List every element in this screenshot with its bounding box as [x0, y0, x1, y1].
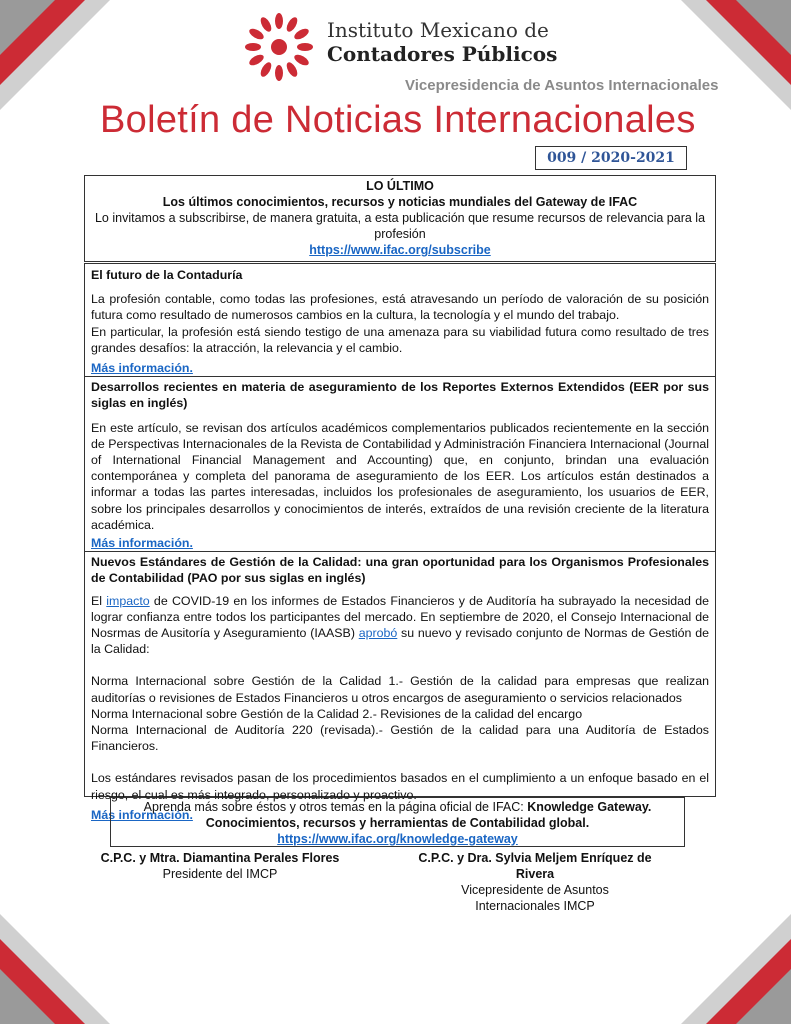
footer-bold-text: Knowledge Gateway. [527, 800, 652, 814]
intro-text: Lo invitamos a subscribirse, de manera gratuita, a esta publicación que resume recursos de relevancia para la profesión [94, 211, 706, 241]
section-title: Desarrollos recientes en materia de aseguramiento de los Reportes Externos Extendidos (EER por sus siglas en inglés) [91, 380, 709, 411]
intro-subheading: Los últimos conocimientos, recursos y noticias mundiales del Gateway de IFAC [162, 195, 638, 209]
section-3 [91, 552, 709, 823]
paragraph: En particular, la profesión está siendo testigo de una amenaza para su viabilidad futura como resultado de tres grandes desafíos: la atracción, la relevancia y el cambio. [91, 324, 709, 355]
text: El [91, 593, 107, 608]
paragraph: En este artículo, se revisan dos artículos académicos complementarios publicados recientemente en la sección de Perspectivas Internacionales de la Revista de Contabilidad y Administración Financiera Internacional (Journal of International Financial Management and Accounting) que, en conjunto, brindan una evaluación contemporánea y completa del panorama de aseguramiento de los EER. Los artículos están destinados a informar a todas las partes interesadas, incluidos los profesionales de aseguramiento, los usuarios de EER, sobre los principales desarrollos y conocimientos de interés, extraídos de una revisión creciente de la literatura académica. [91, 420, 709, 532]
signature-role: Vicepresidente de Asuntos Internacionales IMCP [461, 883, 609, 913]
section-title: Nuevos Estándares de Gestión de la Calidad: una gran oportunidad para los Organismos Profesionales de Contabilidad (PAO por sus siglas en inglés) [91, 555, 709, 586]
standard-item: Norma Internacional sobre Gestión de la Calidad 2.- Revisiones de la calidad del encargo [91, 706, 583, 721]
footer-bold-text-2: Conocimientos, recursos y herramientas de Contabilidad global. [205, 816, 590, 830]
intro-heading: LO ÚLTIMO [366, 179, 434, 193]
standard-item: Norma Internacional de Auditoría 220 (revisada).- Gestión de la calidad para una Auditoría de Estados Financieros. [91, 723, 709, 754]
signature-vicepresident [400, 850, 670, 914]
approved-link[interactable]: aprobó [358, 626, 398, 641]
vicepresidency-label: Vicepresidencia de Asuntos Internacionales [405, 77, 719, 94]
text: su nuevo y revisado conjunto de Normas de Gestión de la Calidad: [91, 626, 709, 657]
more-info-link[interactable]: Más información. [91, 361, 193, 376]
intro-box [84, 175, 716, 262]
imcp-logo-icon [240, 8, 318, 86]
more-info-link[interactable]: Más información. [91, 536, 193, 551]
corner-decoration-bottom-left [0, 914, 110, 1024]
corner-decoration-top-left [0, 0, 110, 110]
more-info-link[interactable]: Más información. [91, 807, 193, 822]
section-2 [91, 377, 709, 551]
knowledge-gateway-box [110, 797, 685, 847]
bulletin-title: Boletín de Noticias Internacionales [100, 99, 696, 141]
signature-president [100, 850, 340, 882]
signature-role: Presidente del IMCP [162, 867, 278, 881]
subscribe-link[interactable]: https://www.ifac.org/subscribe [309, 243, 491, 257]
text: de COVID-19 en los informes de Estados Financieros y de Auditoría ha subrayado la necesidad de lograr confianza entre todos los participantes del mercado. En septiembre de 2020, el Consejo Internacional de Nosrmas de Ausitoría y Aseguramiento (IAASB) [91, 593, 709, 641]
section-title: El futuro de la Contaduría [91, 268, 243, 282]
paragraph: Los estándares revisados pasan de los procedimientos basados en el cumplimiento a un enfoque basado en el riesgo, el cual es más integrado, personalizado y proactivo. [91, 771, 709, 802]
paragraph: La profesión contable, como todas las profesiones, está atravesando un período de valoración de su posición futura como resultado de numerosos cambios en la cultura, la tecnología y el mundo del trabajo. [91, 292, 709, 323]
corner-decoration-bottom-right [681, 914, 791, 1024]
paragraph [91, 593, 709, 658]
org-name-line1: Instituto Mexicano de [327, 18, 549, 42]
issue-number: 009 / 2020-2021 [535, 146, 687, 170]
org-name-line2: Contadores Públicos [327, 42, 558, 66]
section-1 [91, 267, 709, 376]
footer-text: Aprenda más sobre éstos y otros temas en la página oficial de IFAC: [143, 800, 528, 814]
standard-item: Norma Internacional sobre Gestión de la Calidad 1.- Gestión de la calidad para empresas que realizan auditorías o revisiones de Estados Financieros u otros encargos de aseguramiento o servicios relacionados [91, 674, 709, 705]
impact-link[interactable]: impacto [106, 593, 150, 608]
signature-name: C.P.C. y Mtra. Diamantina Perales Flores [100, 851, 340, 865]
signature-name: C.P.C. y Dra. Sylvia Meljem Enríquez de Rivera [418, 851, 652, 881]
knowledge-gateway-link[interactable]: https://www.ifac.org/knowledge-gateway [277, 832, 518, 846]
